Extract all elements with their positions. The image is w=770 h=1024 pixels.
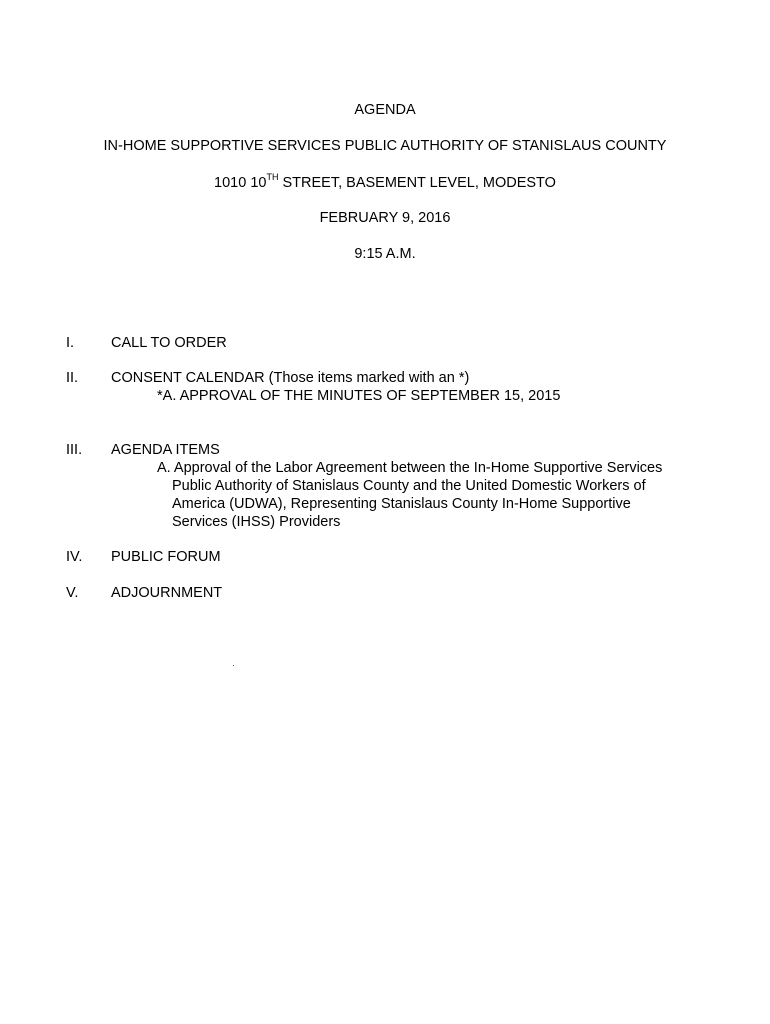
item-public-forum: PUBLIC FORUM <box>111 549 221 565</box>
item-adjournment: ADJOURNMENT <box>111 585 223 601</box>
meeting-address <box>0 174 770 192</box>
item-numeral: IV. <box>66 549 83 565</box>
meeting-date: FEBRUARY 9, 2016 <box>319 210 451 226</box>
item-numeral: II. <box>66 370 79 386</box>
item-agenda-items: AGENDA ITEMS <box>111 442 220 458</box>
item-numeral: III. <box>66 442 83 458</box>
meeting-time: 9:15 A.M. <box>354 246 416 262</box>
item-numeral: V. <box>66 585 79 601</box>
agenda-subitem-line: Services (IHSS) Providers <box>172 514 341 530</box>
consent-subitem: *A. APPROVAL OF THE MINUTES OF SEPTEMBER 15, 2015 <box>157 388 561 404</box>
item-consent-calendar: CONSENT CALENDAR (Those items marked with an *) <box>111 370 470 386</box>
item-numeral: I. <box>66 335 75 351</box>
scan-speck <box>233 665 234 666</box>
agenda-subitem-line: America (UDWA), Representing Stanislaus County In-Home Supportive <box>172 496 631 512</box>
address-superscript: TH <box>266 172 279 183</box>
agenda-subitem-line: A. Approval of the Labor Agreement between the In-Home Supportive Services <box>157 460 663 476</box>
organization-name: IN-HOME SUPPORTIVE SERVICES PUBLIC AUTHORITY OF STANISLAUS COUNTY <box>103 138 667 154</box>
agenda-subitem-a <box>157 459 702 531</box>
address-street: STREET, BASEMENT LEVEL, MODESTO <box>278 175 556 191</box>
agenda-title: AGENDA <box>354 102 416 118</box>
agenda-subitem-line: Public Authority of Stanislaus County and the United Domestic Workers of <box>172 478 646 494</box>
item-call-to-order: CALL TO ORDER <box>111 335 227 351</box>
address-number: 1010 10 <box>214 175 267 191</box>
